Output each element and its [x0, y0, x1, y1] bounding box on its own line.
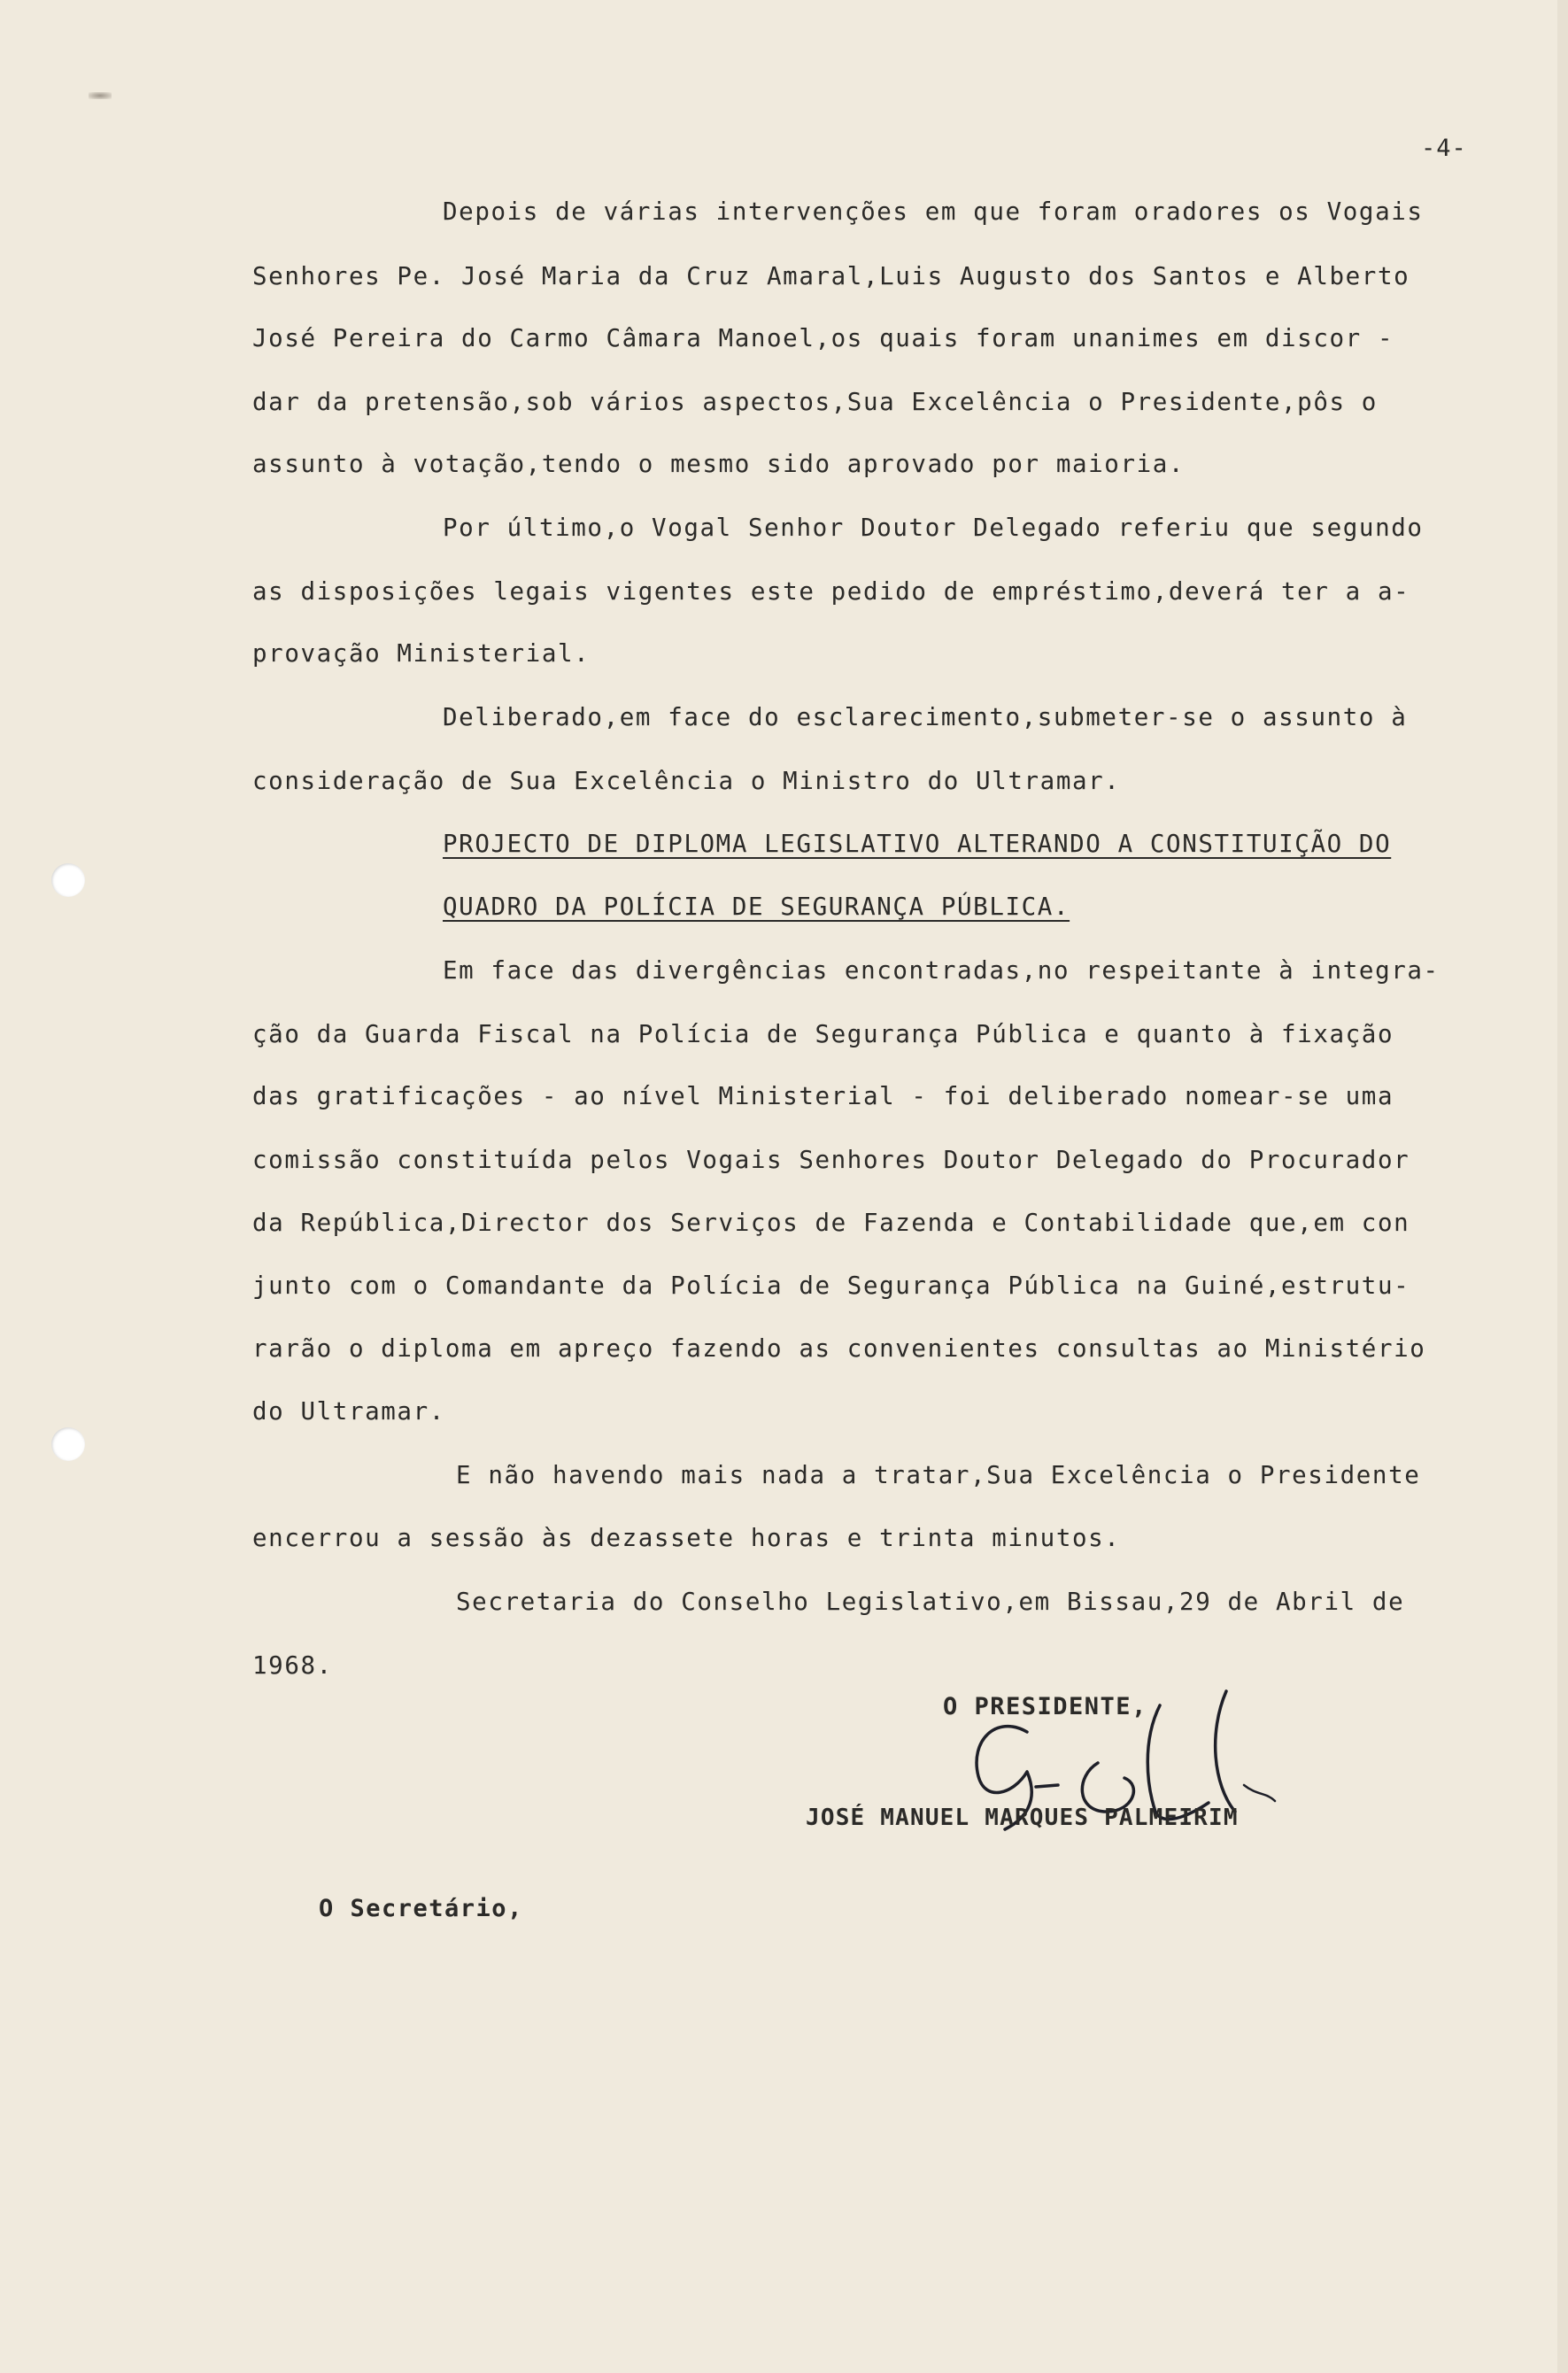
body-line: comissão constituída pelos Vogais Senhores Doutor Delegado do Procurador — [252, 1146, 1410, 1174]
body-line: ção da Guarda Fiscal na Polícia de Segurança Pública e quanto à fixação — [252, 1020, 1394, 1048]
section-heading: PROJECTO DE DIPLOMA LEGISLATIVO ALTERANDO A CONSTITUIÇÃO DO — [443, 830, 1392, 858]
body-line: Secretaria do Conselho Legislativo,em Bissau,29 de Abril de — [456, 1588, 1405, 1616]
body-line: rarão o diploma em apreço fazendo as convenientes consultas ao Ministério — [252, 1334, 1426, 1363]
punch-hole — [51, 1427, 85, 1461]
body-line: Em face das divergências encontradas,no respeitante à integra- — [443, 956, 1440, 985]
ink-smudge — [89, 92, 112, 99]
body-line: encerrou a sessão às dezassete horas e trinta minutos. — [252, 1524, 1121, 1552]
body-line: 1968. — [252, 1651, 333, 1680]
body-line: as disposições legais vigentes este pedido de empréstimo,deverá ter a a- — [252, 577, 1410, 606]
page-number: -4- — [1421, 135, 1467, 162]
section-heading: QUADRO DA POLÍCIA DE SEGURANÇA PÚBLICA. — [443, 893, 1070, 921]
punch-hole — [51, 863, 85, 897]
body-line: Deliberado,em face do esclarecimento,submeter-se o assunto à — [443, 703, 1408, 731]
president-name: JOSÉ MANUEL MARQUES PALMEIRIM — [806, 1805, 1239, 1831]
president-label: O PRESIDENTE, — [943, 1693, 1147, 1720]
body-line: Por último,o Vogal Senhor Doutor Delegado referiu que segundo — [443, 514, 1424, 542]
body-line: do Ultramar. — [252, 1397, 445, 1426]
page-edge — [1557, 0, 1568, 2373]
body-line: das gratificações - ao nível Ministerial - foi deliberado nomear-se uma — [252, 1082, 1394, 1110]
body-line: consideração de Sua Excelência o Ministro do Ultramar. — [252, 767, 1121, 795]
body-line: E não havendo mais nada a tratar,Sua Excelência o Presidente — [456, 1461, 1421, 1489]
body-line: Senhores Pe. José Maria da Cruz Amaral,Luis Augusto dos Santos e Alberto — [252, 262, 1410, 290]
body-line: dar da pretensão,sob vários aspectos,Sua Excelência o Presidente,pôs o — [252, 388, 1378, 416]
body-line: assunto à votação,tendo o mesmo sido aprovado por maioria. — [252, 450, 1186, 478]
body-line: Depois de várias intervenções em que foram oradores os Vogais — [443, 197, 1424, 226]
body-line: da República,Director dos Serviços de Fazenda e Contabilidade que,em con — [252, 1209, 1410, 1237]
body-line: José Pereira do Carmo Câmara Manoel,os quais foram unanimes em discor - — [252, 324, 1394, 352]
secretary-label: O Secretário, — [319, 1895, 523, 1922]
body-line: junto com o Comandante da Polícia de Segurança Pública na Guiné,estrutu- — [252, 1272, 1410, 1300]
body-line: provação Ministerial. — [252, 639, 591, 668]
